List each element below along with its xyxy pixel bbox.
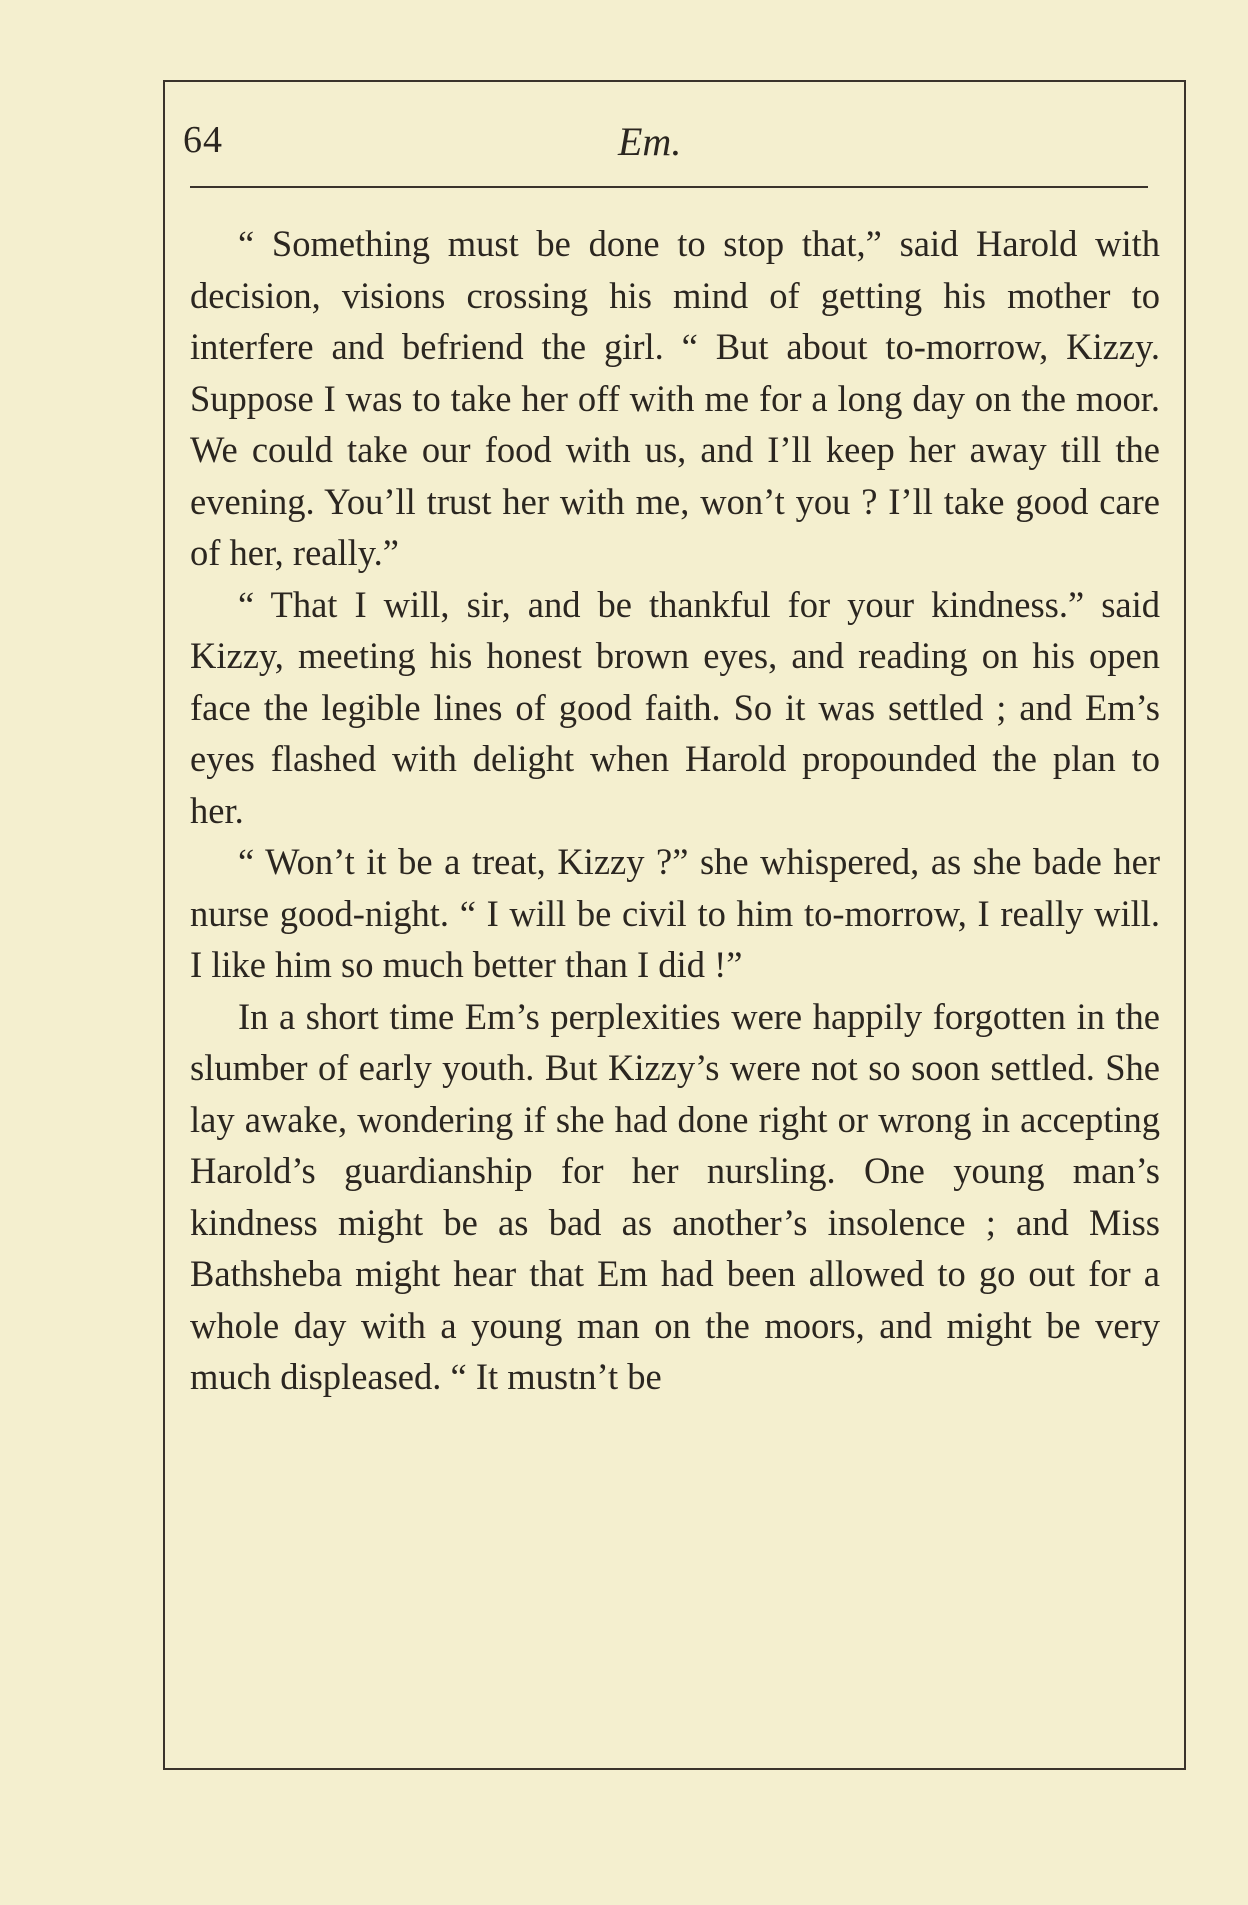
header-rule	[190, 186, 1148, 188]
body-text	[190, 218, 1160, 1403]
page-number: 64	[183, 119, 223, 161]
running-title: Em.	[618, 119, 682, 164]
paragraph-1: “ Something must be done to stop that,” said Harold with decision, visions crossing his mind of getting his mother to interfere and befriend the girl. “ But about to-morrow, Kizzy. Suppose I was to take her off with me for a long day on the moor. We could take our food with us, and I’ll keep her away till the evening. You’ll trust her with me, won’t you ? I’ll take good care of her, really.”	[190, 223, 1160, 573]
paragraph-4: In a short time Em’s perplexities were happily forgotten in the slumber of early youth. But Kizzy’s were not so soon settled. She lay awake, wondering if she had done right or wrong in accepting Harold’s guardianship for her nursling. One young man’s kindness might be as bad as another’s insolence ; and Miss Bathsheba might hear that Em had been allowed to go out for a whole day with a young man on the moors, and might be very much displeased. “ It mustn’t be	[190, 995, 1160, 1397]
paragraph-2: “ That I will, sir, and be thankful for your kindness.” said Kizzy, meeting his honest brown eyes, and reading on his open face the legible lines of good faith. So it was settled ; and Em’s eyes flashed with delight when Harold propounded the plan to her.	[190, 583, 1160, 831]
paragraph-3: “ Won’t it be a treat, Kizzy ?” she whispered, as she bade her nurse good-night. “ I will be civil to him to-morrow, I really will. I like him so much better than I did !”	[190, 841, 1160, 985]
page-header	[183, 118, 1143, 178]
